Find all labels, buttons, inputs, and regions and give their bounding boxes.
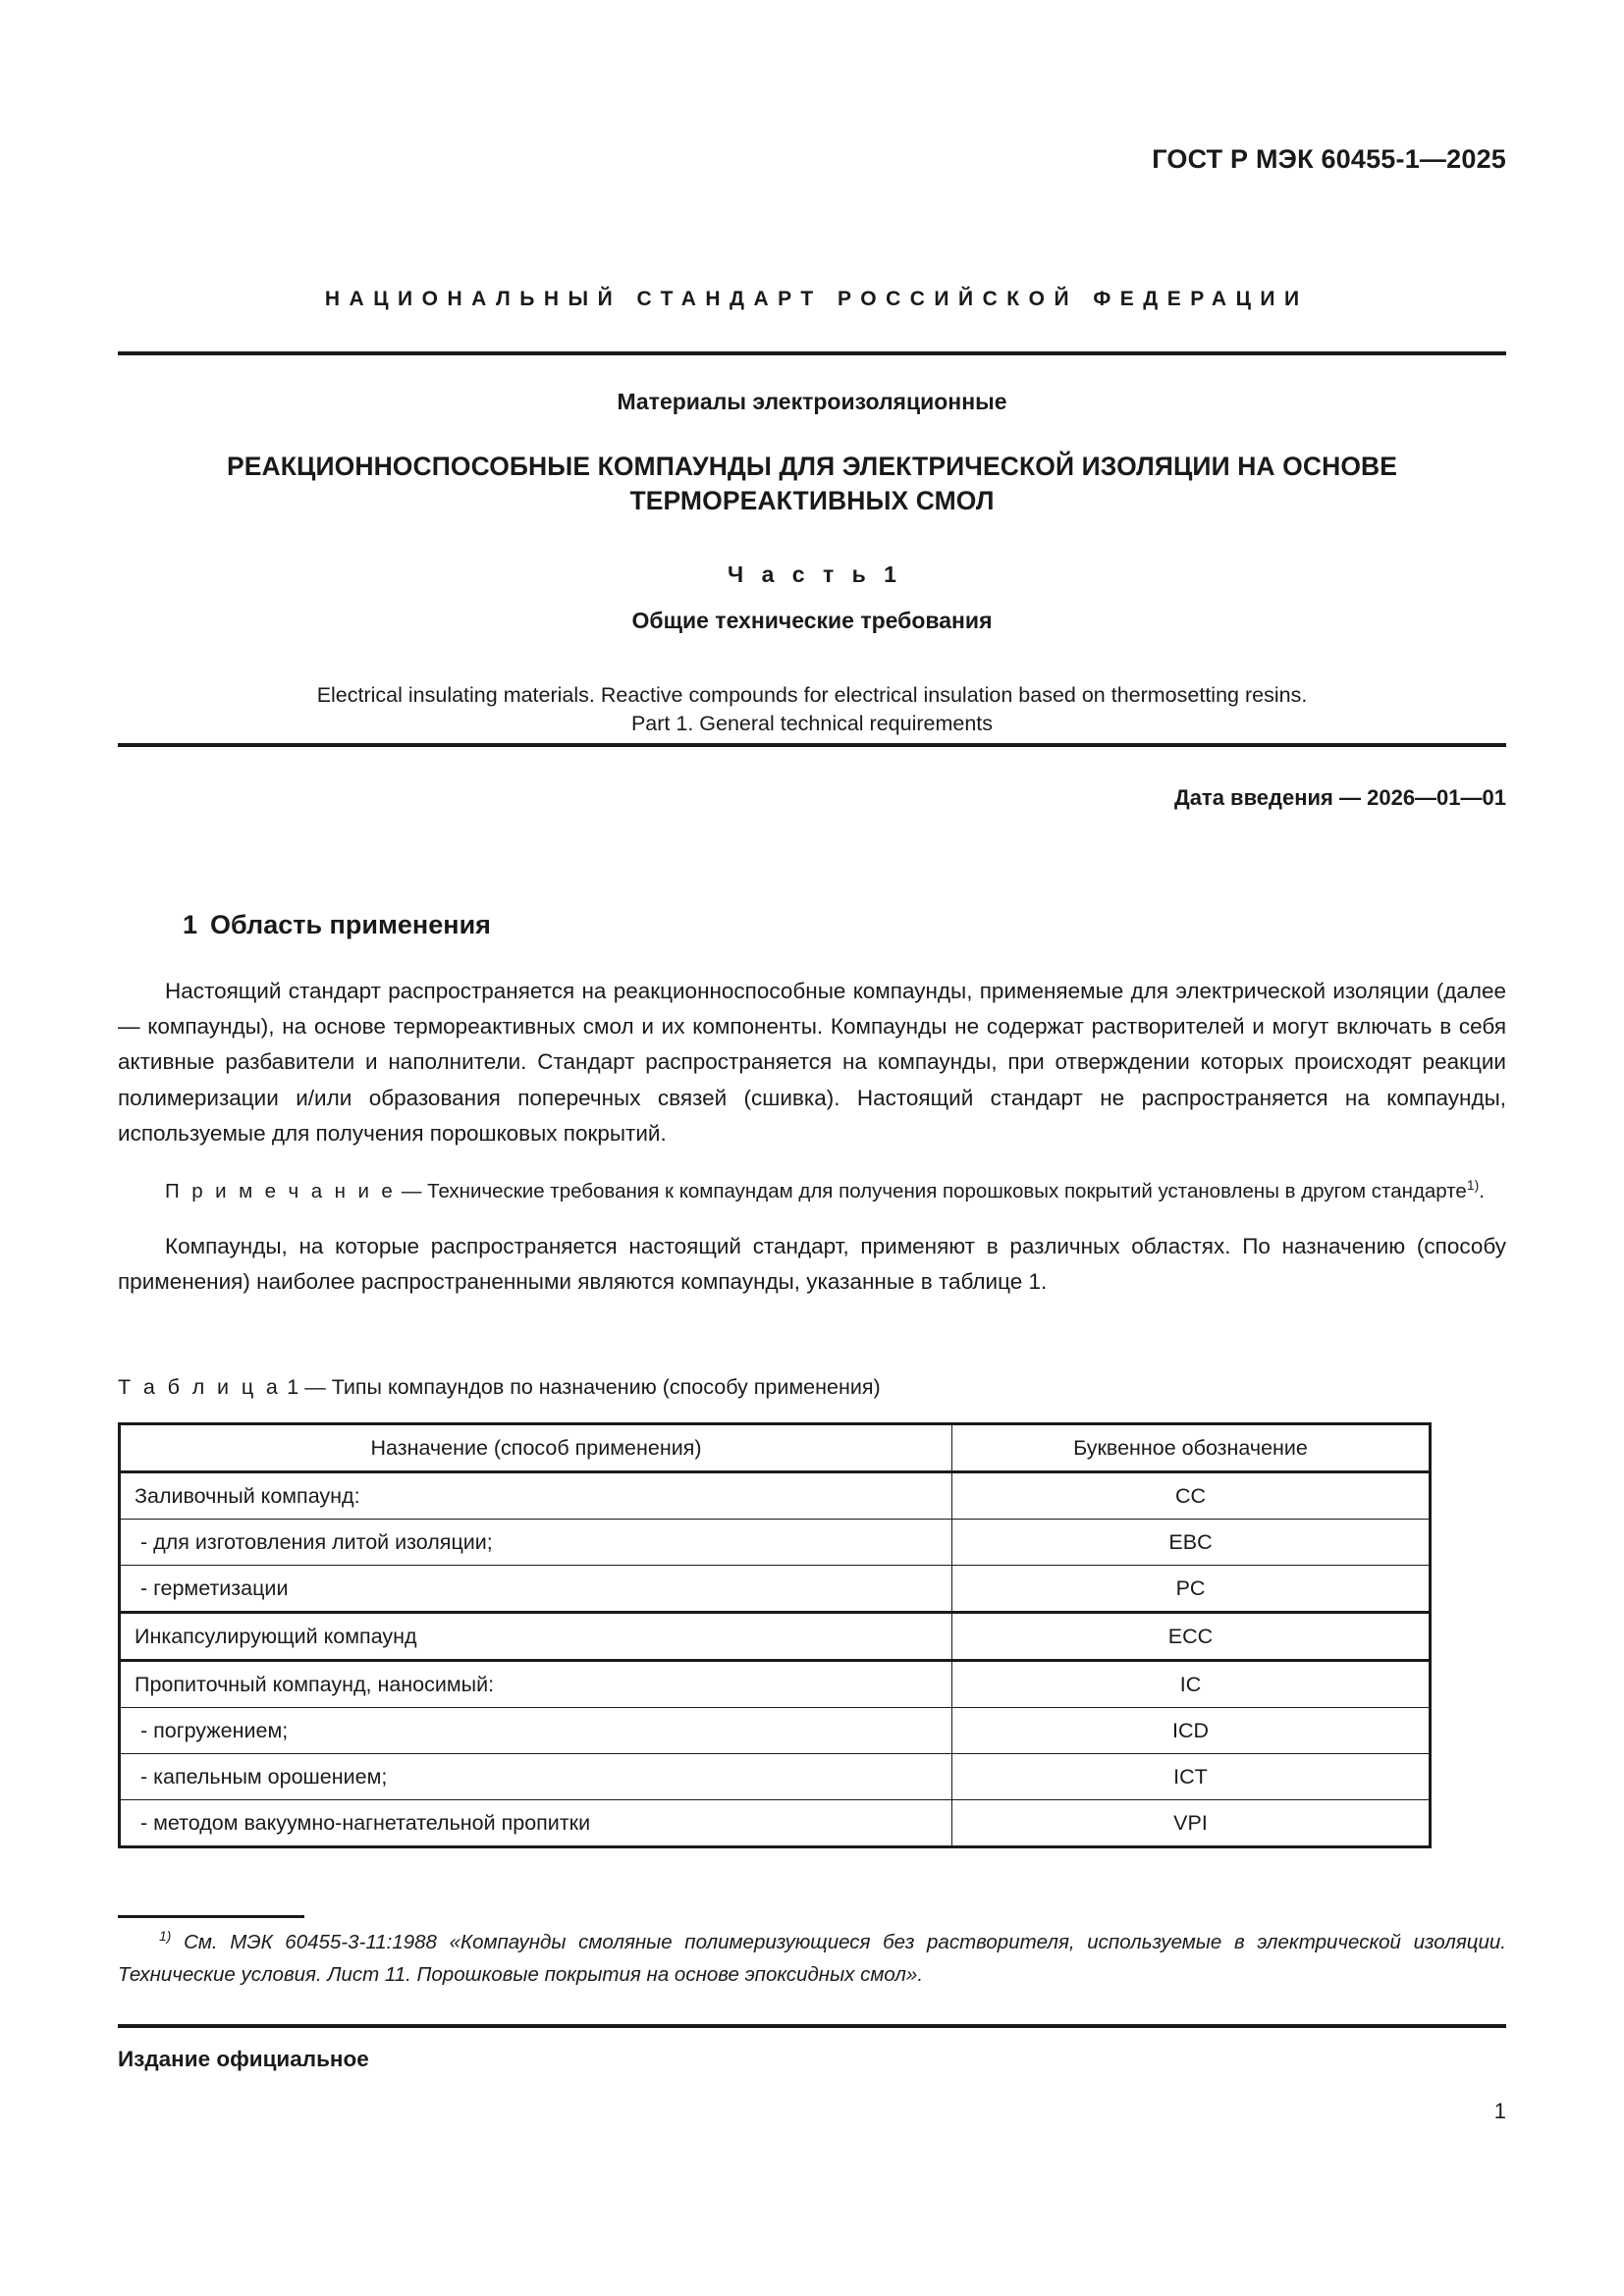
compound-types-table — [118, 1422, 1432, 1848]
note-dash: — — [396, 1180, 428, 1203]
cell-purpose: - для изготовления литой изоляции; — [120, 1520, 952, 1566]
cell-purpose: - герметизации — [120, 1566, 952, 1613]
paragraph-applications: Компаунды, на которые распространяется настоящий стандарт, применяют в различных областях. По назначению (способу применения) наиболее распространенными являются компаунды, указанные в таблице 1. — [118, 1234, 1506, 1295]
national-standard-banner: НАЦИОНАЛЬНЫЙ СТАНДАРТ РОССИЙСКОЙ ФЕДЕРАЦИИ — [324, 288, 1309, 310]
paragraph-scope: Настоящий стандарт распространяется на реакционноспособные компаунды, применяемые для электрической изоляции (далее — компаунды), на основе термореактивных смол и их компоненты. Компаунды не содержат растворителей и могут включать в себя активные разбавители и наполнители. Стандарт распространяется на компаунды, при отверждении которых происходят реакции полимеризации и/или образования поперечных связей (сшивка). Настоящий стандарт не распространяется на компаунды, используемые для получения порошковых покрытий. — [118, 979, 1506, 1146]
note-text: Технические требования к компаундам для получения порошковых покрытий установлены в другом стандарте — [427, 1180, 1467, 1203]
title-english-line1: Electrical insulating materials. Reactive compounds for electrical insulation based on thermosetting resins. — [316, 682, 1308, 707]
table-caption-label: Т а б л и ц а — [118, 1375, 282, 1399]
table-row — [120, 1566, 1431, 1613]
document-designation-header: ГОСТ Р МЭК 60455-1—2025 — [1152, 144, 1506, 174]
cell-purpose: - погружением; — [120, 1708, 952, 1754]
cell-code: ECC — [952, 1613, 1431, 1661]
section-title: Область применения — [210, 910, 491, 939]
cell-code: IC — [952, 1661, 1431, 1708]
cell-code: ICT — [952, 1754, 1431, 1800]
note-text-tail: . — [1479, 1180, 1485, 1203]
cell-code: ICD — [952, 1708, 1431, 1754]
footnote-separator-rule — [118, 1915, 304, 1918]
table-row — [120, 1661, 1431, 1708]
section-heading — [183, 910, 491, 940]
title-kicker: Материалы электроизоляционные — [617, 389, 1007, 414]
note-footnote-marker: 1) — [1466, 1177, 1480, 1194]
cell-code: EBC — [952, 1520, 1431, 1566]
title-subtitle: Общие технические требования — [631, 607, 993, 633]
table-row — [120, 1472, 1431, 1520]
cell-purpose: - методом вакуумно-нагнетательной пропитки — [120, 1800, 952, 1847]
page-number: 1 — [1493, 2099, 1506, 2123]
column-header-code: Буквенное обозначение — [952, 1424, 1431, 1472]
footnote-marker: 1) — [159, 1928, 172, 1945]
body-text — [118, 974, 1506, 1300]
table-caption-number: 1 — [287, 1375, 299, 1399]
note-label: П р и м е ч а н и е — [165, 1180, 397, 1203]
title-part-label: Ч а с т ь 1 — [728, 561, 902, 587]
table-caption-text: Типы компаундов по назначению (способу применения) — [331, 1375, 881, 1399]
header-divider-rule — [118, 351, 1506, 355]
footnote — [118, 1926, 1506, 1991]
title-english — [118, 681, 1506, 739]
table-header-row — [120, 1424, 1431, 1472]
footer-divider-rule — [118, 2024, 1506, 2028]
cell-code: PC — [952, 1566, 1431, 1613]
footnote-text: См. МЭК 60455-3-11:1988 «Компаунды смоляные полимеризующиеся без растворителя, используемые в электрической изоляции. Технические условия. Лист 11. Порошковые покрытия на основе эпоксидных смол». — [118, 1931, 1506, 1986]
cell-purpose: - капельным орошением; — [120, 1754, 952, 1800]
section-number: 1 — [183, 910, 198, 939]
table-row — [120, 1800, 1431, 1847]
page-title: РЕАКЦИОННОСПОСОБНЫЕ КОМПАУНДЫ ДЛЯ ЭЛЕКТРИЧЕСКОЙ ИЗОЛЯЦИИ НА ОСНОВЕ ТЕРМОРЕАКТИВНЫХ СМОЛ — [226, 451, 1398, 515]
title-divider-rule — [118, 743, 1506, 747]
column-header-purpose: Назначение (способ применения) — [120, 1424, 952, 1472]
table-row — [120, 1708, 1431, 1754]
official-edition-label: Издание официальное — [118, 2047, 369, 2071]
cell-code: CC — [952, 1472, 1431, 1520]
table-caption-dash: — — [298, 1375, 332, 1399]
table-body — [120, 1472, 1431, 1847]
cell-code: VPI — [952, 1800, 1431, 1847]
cell-purpose: Пропиточный компаунд, наносимый: — [120, 1661, 952, 1708]
cell-purpose: Инкапсулирующий компаунд — [120, 1613, 952, 1661]
table-row — [120, 1613, 1431, 1661]
introduction-date: Дата введения — 2026—01—01 — [1174, 785, 1506, 810]
table-row — [120, 1520, 1431, 1566]
cell-purpose: Заливочный компаунд: — [120, 1472, 952, 1520]
table-row — [120, 1754, 1431, 1800]
table-caption — [118, 1375, 881, 1400]
title-english-line2: Part 1. General technical requirements — [630, 712, 994, 736]
note-block — [118, 1175, 1506, 1207]
title-block — [118, 388, 1506, 739]
